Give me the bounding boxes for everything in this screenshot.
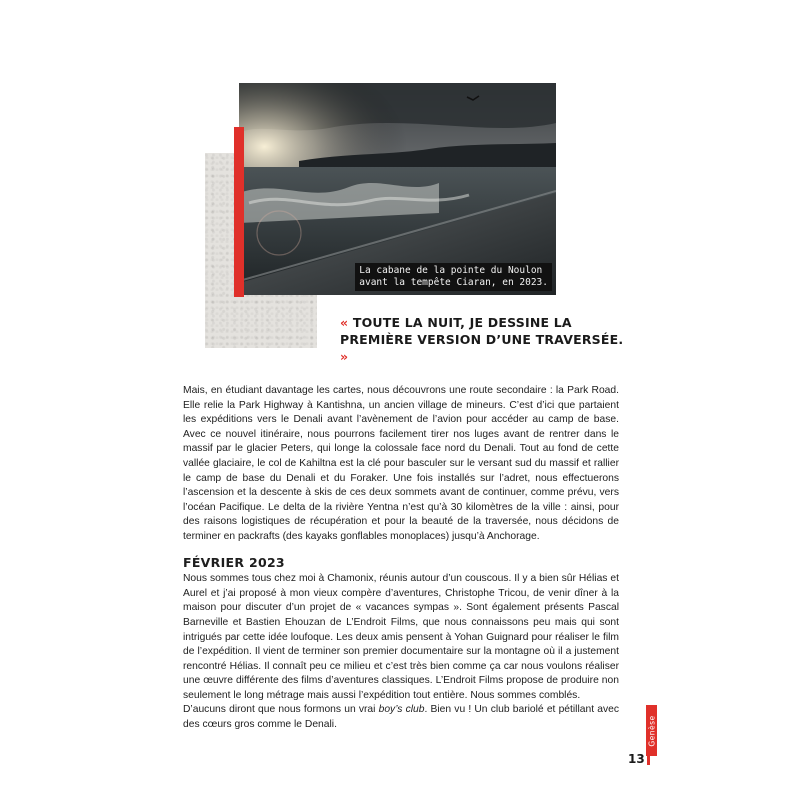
photo-caption [355,263,552,291]
quote-open-mark: « [340,315,349,330]
paragraph-boys-club-end: . Bien vu ! Un club bariolé et pétillant avec des cœurs gros comme le Denali. [183,704,619,731]
caption-line-1: La cabane de la pointe du Noulon [359,265,543,276]
emphasis-boys-club: boy’s club [378,704,425,716]
paragraph-boys-club-start: D’aucuns diront que nous formons un vrai [183,704,379,716]
pull-quote [340,314,630,365]
page-number-bar [647,752,650,765]
pull-quote-text: TOUTE LA NUIT, JE DESSINE LA PREMIÈRE VERSION D’UNE TRAVERSÉE. [340,315,624,347]
caption-line-2: avant la tempête Ciaran, en 2023. [359,277,548,288]
paragraph-route: Mais, en étudiant davantage les cartes, nous découvrons une route secondaire : la Park Road. Elle relie la Park Highway à Kantishna, un ancien village de mineurs. C’est d’ici que partaient les expéditions vers le Denali avant l’avènement de l’avion pour accéder au camp de base. Avec ce nouvel itinéraire, nous pourrons facilement tirer nos luges avant de rentrer dans le massif par le glacier Peters, qui longe la colossale face nord du Denali. Tout au fond de cette vallée glaciaire, le col de Kahiltna est la clé pour basculer sur le versant sud du massif et rallier le camp de base du Denali et du Foraker. Une fois installés sur l’adret, nous effectuerons l’ascension et la descente à skis de ces deux sommets avant de continuer, comme prévu, vers l’océan Pacifique. Le delta de la rivière Yentna n’est qu’à 30 kilomètres de la ville : ainsi, pour des raisons logistiques de récupération et pour la beauté de la traversée, nous décidons de terminer en packrafts (des kayaks gonflables monoplaces) jusqu’à Anchorage. [183,385,619,542]
chapter-tab-label: Genèse [647,714,656,747]
article-body [183,384,619,733]
coastal-photo [239,83,556,295]
page-number: 13 [628,752,645,766]
section-heading: FÉVRIER 2023 [183,554,285,570]
accent-bar [234,127,244,297]
quote-close-mark: » [340,349,349,364]
paragraph-dinner: Nous sommes tous chez moi à Chamonix, réunis autour d’un couscous. Il y a bien sûr Hélias et Aurel et j’ai proposé à mon vieux compère d’aventures, Christophe Tricou, de venir dîner à la maison pour discuter d’un projet de « vacances sympas ». Sont également présents Pascal Barneville et Bastien Ehouzan de L’Endroit Films, que nous connaissons peu mais qui sont intrigués par cette idée loufoque. Les deux amis pensent à Yohan Guignard pour réaliser le film de l’expédition. Il vient de terminer son premier documentaire sur la montagne où il a justement rencontré Hélias. Il connaît peu ce milieu et c’est très bien comme ça car nous voulons réaliser une œuvre différente des films d’aventures classiques. L’Endroit Films propose de produire non seulement le long métrage mais aussi l’expédition tout entière. Nous sommes comblés. [183,573,619,701]
chapter-tab [646,705,657,756]
paragraph-boys-club [183,703,619,732]
